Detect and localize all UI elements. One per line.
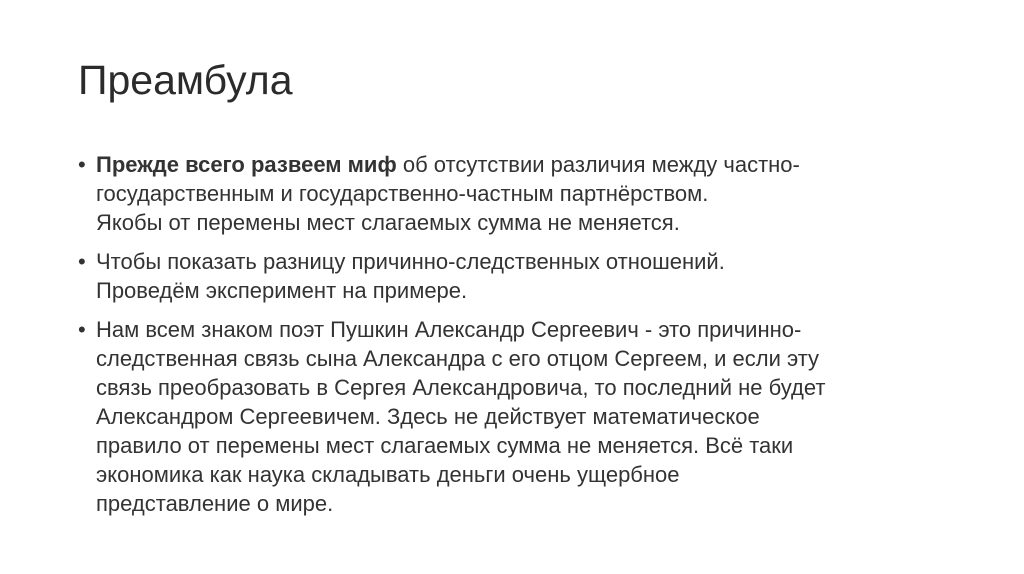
bullet-line: Якобы от перемены мест слагаемых сумма не меняется. [96, 210, 680, 235]
slide-title: Преамбула [78, 57, 293, 103]
bullet-emphasis: Прежде всего развеем миф [96, 152, 397, 177]
bullet-line: представление о мире. [96, 491, 334, 516]
bullet-line: государственным и государственно-частным партнёрством. [96, 181, 709, 206]
bullet-line: экономика как наука складывать деньги очень ущербное [96, 462, 680, 487]
bullet-dot-icon: • [78, 317, 86, 342]
bullet-line: следственная связь сына Александра с его отцом Сергеем, и если эту [96, 346, 820, 371]
bullet-item [78, 150, 958, 237]
bullet-line: Проведём эксперимент на примере. [96, 278, 468, 303]
bullet-line [96, 150, 958, 179]
bullet-text [96, 150, 958, 237]
bullet-line: Нам всем знаком поэт Пушкин Александр Сергеевич - это причинно- [96, 317, 802, 342]
bullet-list [78, 150, 958, 528]
bullet-item [78, 247, 958, 305]
bullet-line-text: об отсутствии различия между частно- [396, 152, 800, 177]
bullet-item [78, 315, 958, 518]
bullet-dot-icon: • [78, 249, 86, 274]
bullet-line: связь преобразовать в Сергея Александровича, то последний не будет [96, 375, 826, 400]
bullet-dot-icon: • [78, 152, 86, 177]
bullet-line: Чтобы показать разницу причинно-следственных отношений. [96, 249, 725, 274]
bullet-text [96, 315, 958, 518]
bullet-line: правило от перемены мест слагаемых сумма не меняется. Всё таки [96, 433, 794, 458]
bullet-text [96, 247, 958, 305]
bullet-line: Александром Сергеевичем. Здесь не действует математическое [96, 404, 760, 429]
